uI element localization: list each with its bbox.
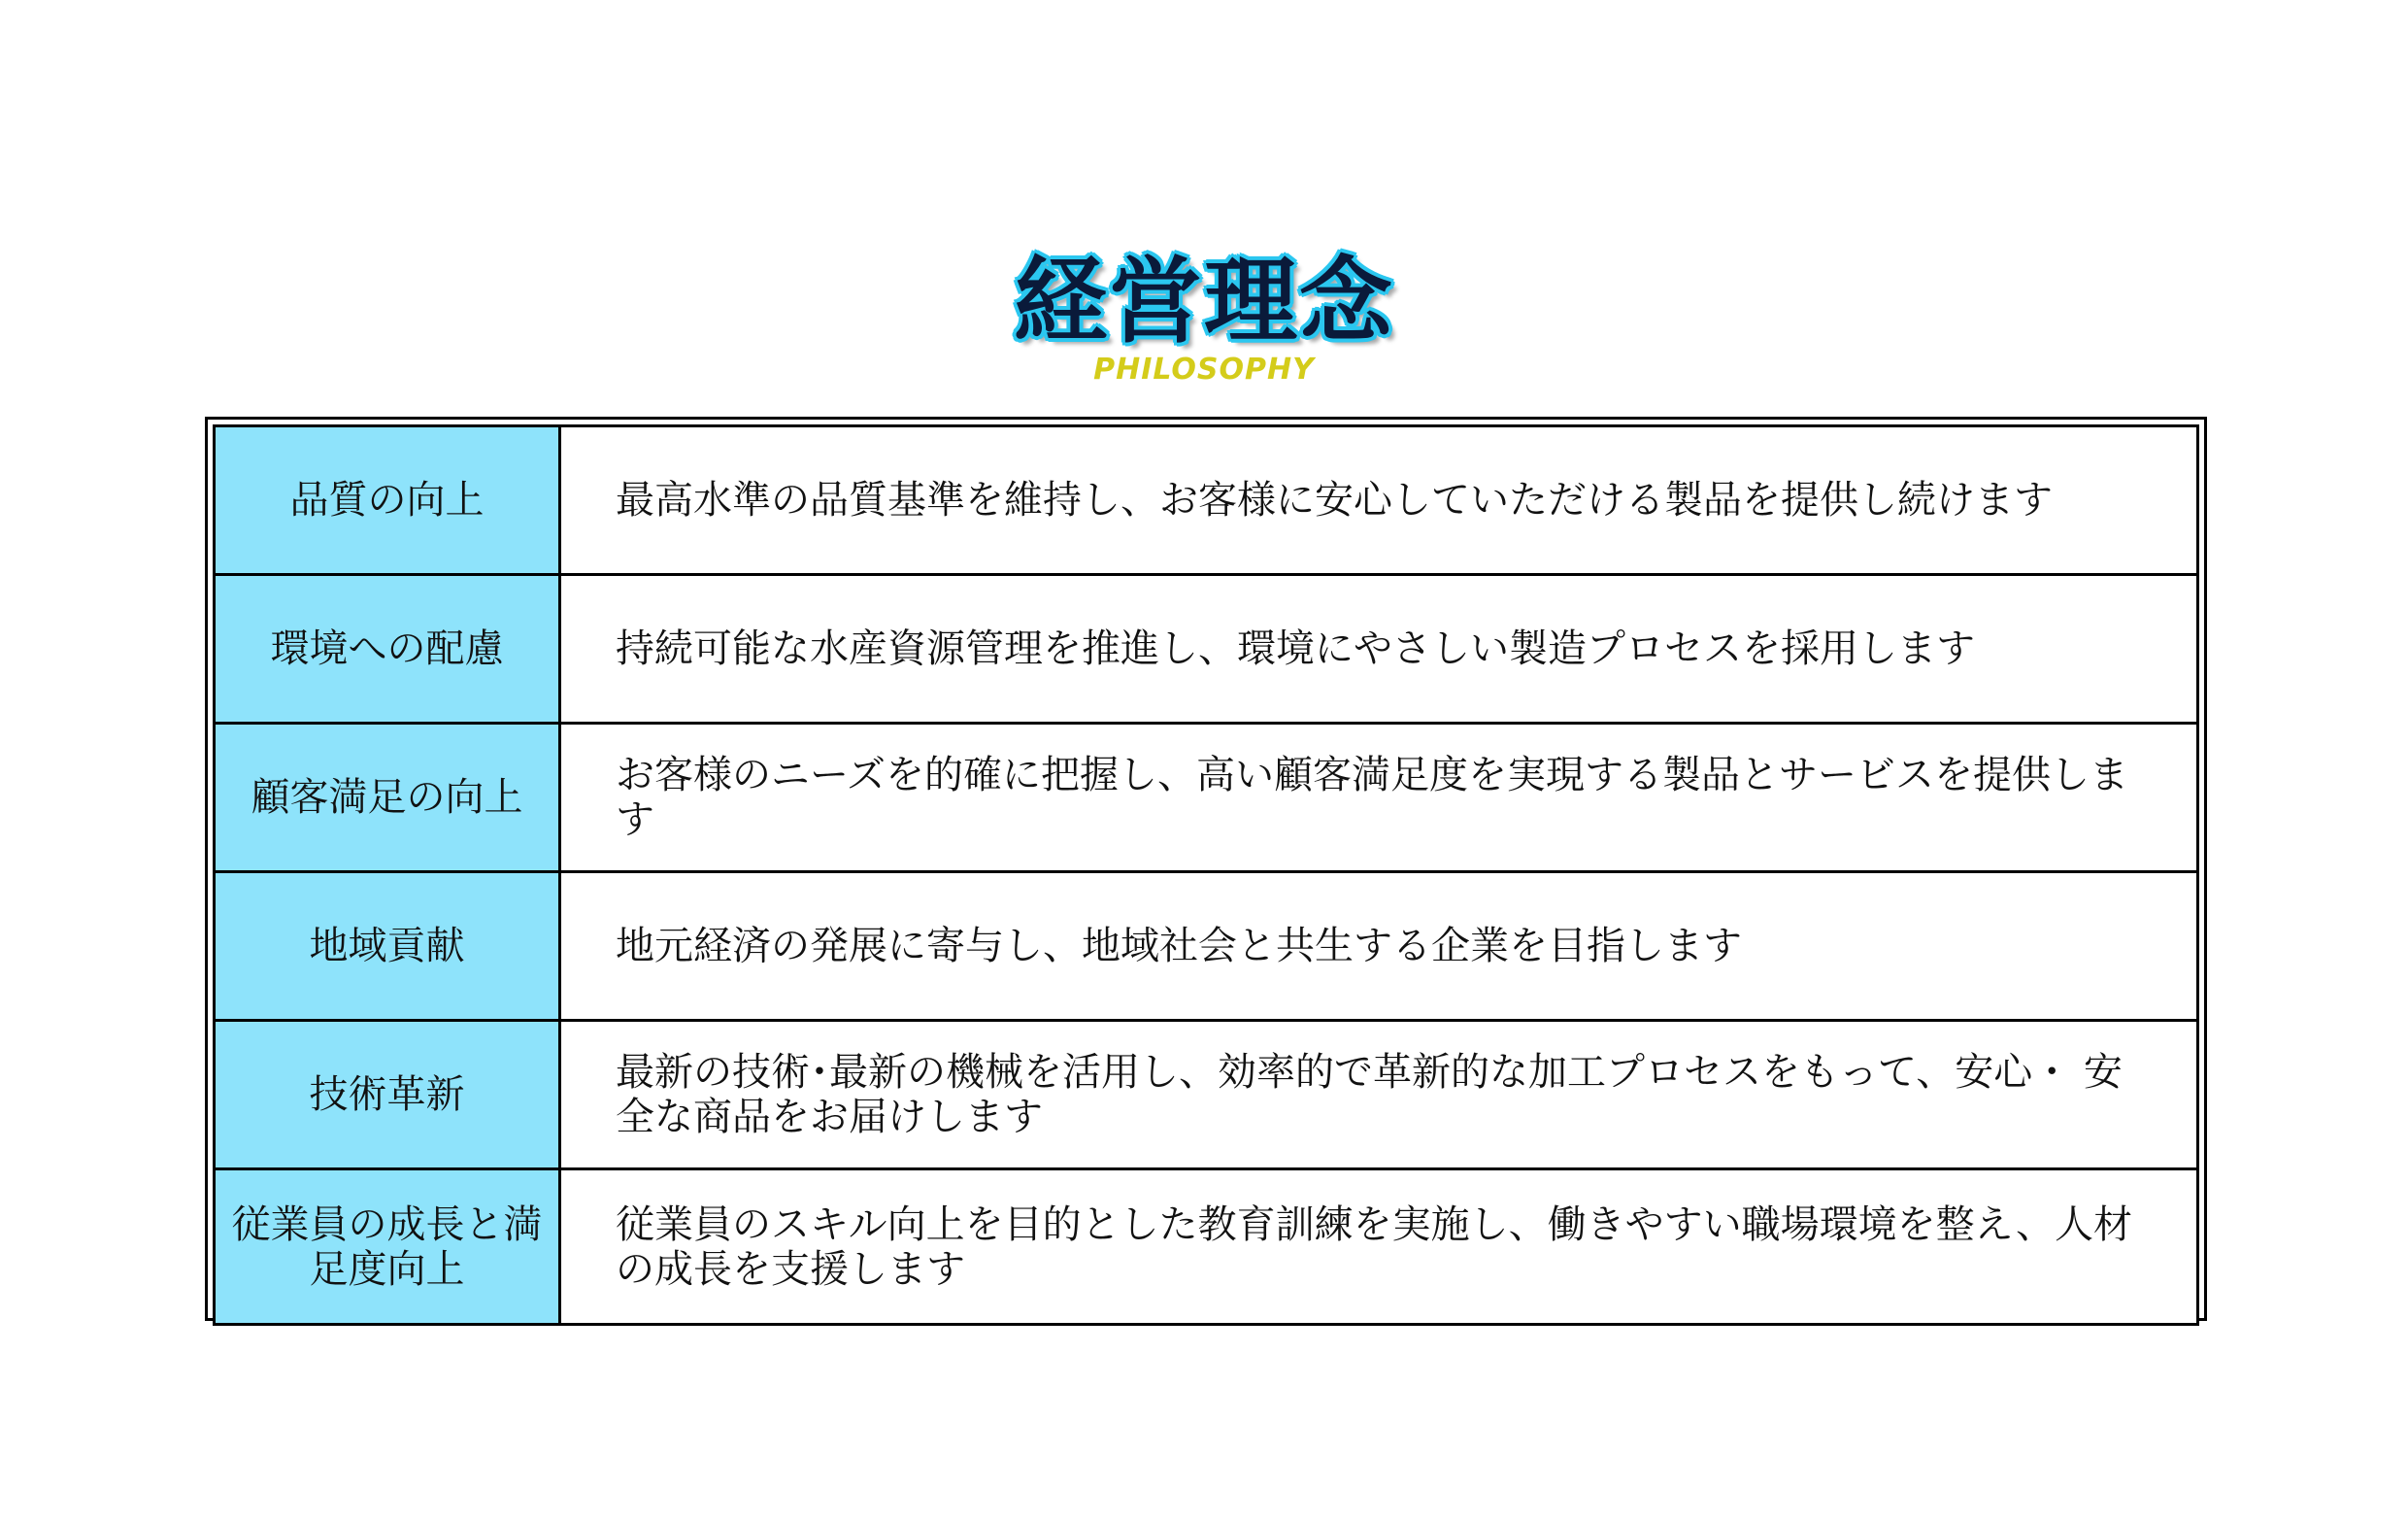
table-row	[215, 575, 2198, 724]
philosophy-table-frame	[205, 417, 2207, 1321]
table-row	[215, 1021, 2198, 1169]
row-description: 持続可能な水産資源管理を推進し、環境にやさしい製造プロセスを採用します	[560, 575, 2198, 724]
row-description: 地元経済の発展に寄与し、地域社会と共生する企業を目指します	[560, 872, 2198, 1021]
table-row	[215, 872, 2198, 1021]
row-description: 最新の技術･最新の機械を活用し、効率的で革新的な加工プロセスをもって、安心・ 安全な商品をお届けします	[560, 1021, 2198, 1169]
title-block	[0, 248, 2408, 388]
row-heading: 顧客満足の向上	[215, 724, 560, 872]
row-heading: 品質の向上	[215, 426, 560, 575]
row-heading: 従業員の成長と満足度向上	[215, 1169, 560, 1325]
row-heading: 技術革新	[215, 1021, 560, 1169]
row-heading: 環境への配慮	[215, 575, 560, 724]
table-row	[215, 724, 2198, 872]
philosophy-table	[213, 424, 2199, 1326]
row-heading: 地域貢献	[215, 872, 560, 1021]
row-description: 従業員のスキル向上を目的とした教育訓練を実施し、働きやすい職場環境を整え、人材の成長を支援します	[560, 1169, 2198, 1325]
row-description: 最高水準の品質基準を維持し、お客様に安心していただける製品を提供し続けます	[560, 426, 2198, 575]
table-row	[215, 1169, 2198, 1325]
page-subtitle: PHILOSOPHY	[1093, 353, 1315, 387]
page-title: 経営理念	[1014, 246, 1394, 355]
row-description: お客様のニーズを的確に把握し、高い顧客満足度を実現する製品とサービスを提供します	[560, 724, 2198, 872]
table-row	[215, 426, 2198, 575]
